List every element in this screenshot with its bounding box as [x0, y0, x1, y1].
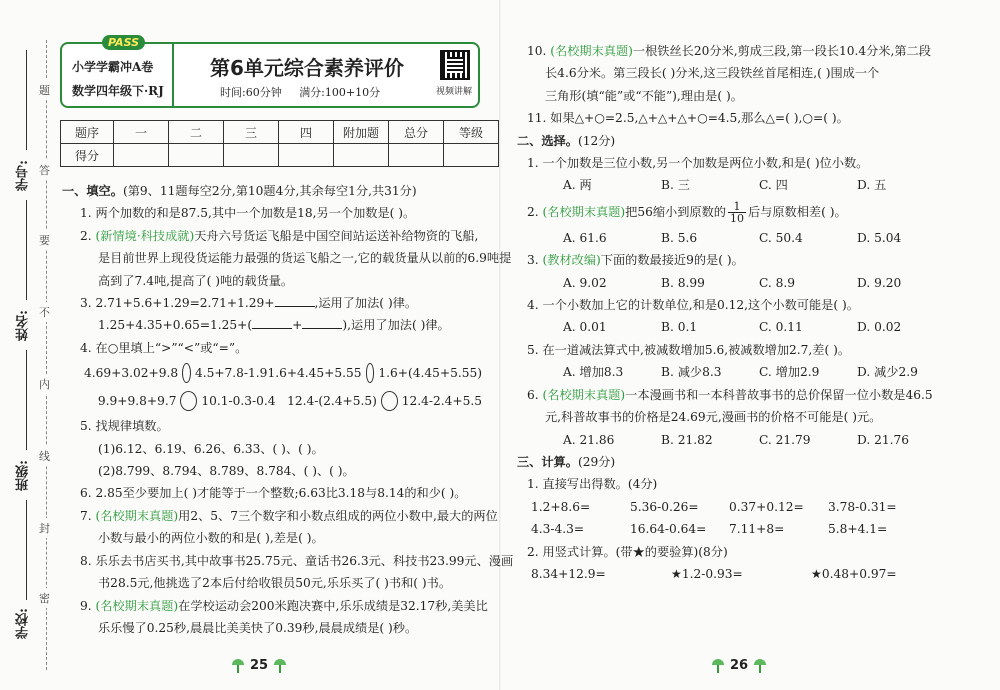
page-number-right: 26 — [712, 658, 766, 673]
table-header: 附加题 — [334, 121, 389, 144]
exam-meta — [220, 84, 380, 100]
number-label: 学号: — [16, 160, 31, 191]
class-label: 班级: — [16, 460, 31, 491]
option[interactable]: B. 21.82 — [661, 432, 713, 447]
table-row — [61, 144, 499, 167]
choice-options — [527, 174, 957, 196]
table-row — [61, 121, 499, 144]
question-5-2: (2)8.799、8.794、8.789、8.784、( )、( )。 — [98, 464, 355, 479]
sprout-icon — [754, 659, 766, 673]
table-header: 等级 — [444, 121, 499, 144]
option[interactable]: A. 增加8.3 — [563, 365, 624, 380]
question-8: 8. 乐乐去书店买书,其中故事书25.75元、童话书26.3元、科技书23.99元、漫画 — [80, 553, 514, 568]
fraction: $\frac{1}{10}$ — [729, 199, 744, 225]
sprout-icon — [274, 659, 286, 673]
question-7-cont: 小数与最小的两位小数的和是( ),差是( )。 — [98, 531, 324, 546]
score-table — [60, 120, 499, 167]
section-heading: 二、选择。(12分) — [517, 133, 616, 148]
question-4: 4. 在○里填上“>”“<”或“=”。 — [80, 340, 248, 355]
cut-char: 内 — [39, 374, 50, 394]
question-tag: (名校期末真题) — [542, 204, 626, 219]
calc-row: 8.34+12.9= ★1.2-0.93= ★0.48+0.97= — [531, 566, 897, 581]
question-tag: (名校期末真题) — [95, 598, 179, 613]
question-2: 2. (新情境·科技成就)天舟六号货运飞船是中国空间站运送补给物资的飞船, — [80, 228, 479, 243]
score-cell[interactable] — [444, 144, 499, 167]
cut-char: 不 — [39, 302, 50, 322]
cut-char: 线 — [39, 446, 50, 466]
option[interactable]: D. 五 — [857, 178, 887, 193]
choice-4: 4. 一个小数加上它的计数单位,和是0.12,这个小数可能是( )。 — [527, 298, 859, 313]
calc-2: 2. 用竖式计算。(带★的要验算)(8分) — [527, 544, 728, 559]
table-header: 三 — [224, 121, 279, 144]
choice-3: 3. (教材改编)下面的数最接近9的是( )。 — [527, 253, 744, 268]
answer-blank[interactable] — [252, 314, 292, 329]
question-9: 9. (名校期末真题)在学校运动会200米跑决赛中,乐乐成绩是32.17秒,美美比 — [80, 598, 488, 613]
name-field[interactable] — [26, 200, 27, 300]
option[interactable]: C. 0.11 — [759, 320, 803, 335]
choice-5: 5. 在一道减法算式中,被减数增加5.6,被减数增加2.7,差( )。 — [527, 342, 851, 357]
score-cell[interactable] — [334, 144, 389, 167]
cut-char: 要 — [39, 230, 50, 250]
qr-caption: 视频讲解 — [436, 87, 473, 97]
school-field[interactable] — [26, 500, 27, 600]
question-3: 3. 2.71+5.6+1.29=2.71+1.29+ ,运用了加法( )律。 — [62, 292, 482, 314]
full-score: 满分:100+10分 — [299, 86, 381, 99]
choice-options — [527, 316, 957, 338]
calc-row: 1.2+8.6= 5.36-0.26= 0.37+0.12= 3.78-0.31= — [531, 499, 897, 514]
score-cell[interactable] — [389, 144, 444, 167]
option[interactable]: D. 9.20 — [857, 275, 902, 290]
answer-blank[interactable] — [275, 292, 315, 307]
cut-char: 答 — [39, 160, 50, 180]
table-header: 一 — [114, 121, 169, 144]
option[interactable]: A. 21.86 — [563, 432, 615, 447]
option[interactable]: D. 减少2.9 — [857, 365, 918, 380]
table-header: 四 — [279, 121, 334, 144]
option[interactable]: C. 增加2.9 — [759, 365, 820, 380]
name-label: 姓名: — [16, 310, 31, 341]
option[interactable]: B. 减少8.3 — [661, 365, 722, 380]
cut-char: 密 — [39, 588, 50, 608]
option[interactable]: C. 8.9 — [759, 275, 796, 290]
question-5: 5. 找规律填数。 — [80, 419, 169, 434]
calc-1: 1. 直接写出得数。(4分) — [527, 477, 658, 492]
section-heading: 三、计算。(29分) — [517, 454, 616, 469]
table-row-label: 得分 — [61, 144, 114, 167]
question-9-cont: 乐乐慢了0.25秒,晨晨比美美快了0.39秒,晨晨成绩是( )秒。 — [98, 620, 418, 635]
compare-circle[interactable] — [381, 391, 398, 411]
question-tag: (教材改编) — [542, 253, 601, 268]
question-tag: (新情境·科技成就) — [95, 228, 195, 243]
option[interactable]: C. 21.79 — [759, 432, 811, 447]
option[interactable]: A. 61.6 — [563, 230, 607, 245]
number-field[interactable] — [26, 50, 27, 150]
option[interactable]: A. 0.01 — [563, 320, 607, 335]
cut-char: 封 — [39, 518, 50, 538]
compare-circle[interactable] — [366, 363, 375, 383]
header-brand — [62, 36, 174, 106]
compare-row: 9.9+9.8+9.7 10.1-0.3-0.4 12.4-(2.4+5.5) 12.4-2.4+5.5 — [62, 387, 482, 415]
question-1: 1. 两个加数的和是87.5,其中一个加数是18,另一个加数是( )。 — [80, 206, 416, 221]
question-11: 11. 如果△+○=2.5,△+△+△+○=4.5,那么△=( ),○=( )。 — [527, 111, 849, 126]
option[interactable]: C. 四 — [759, 178, 788, 193]
question-5-1: (1)6.12、6.19、6.26、6.33、( )、( )。 — [98, 441, 324, 456]
calc-row: 4.3-4.3= 16.64-0.64= 7.11+8= 5.8+4.1= — [531, 522, 888, 537]
pass-logo: PASS — [102, 35, 145, 50]
series-name: 小学学霸冲A卷 — [72, 60, 154, 74]
exam-header — [60, 36, 480, 108]
school-label: 学校: — [16, 608, 31, 639]
question-tag: (名校期末真题) — [95, 508, 179, 523]
compare-circle[interactable] — [182, 363, 191, 383]
question-2-cont: 是目前世界上现役货运能力最强的货运飞船之一,它的载货量从以前的6.9吨提 — [98, 251, 512, 266]
table-header: 总分 — [389, 121, 444, 144]
question-7: 7. (名校期末真题)用2、5、7三个数字和小数点组成的两位小数中,最大的两位 — [80, 508, 498, 523]
question-3-cont: 1.25+4.35+0.65=1.25+( + ),运用了加法( )律。 — [62, 314, 482, 336]
option[interactable]: B. 8.99 — [661, 275, 705, 290]
sprout-icon — [712, 659, 724, 673]
sprout-icon — [232, 659, 244, 673]
option[interactable]: B. 0.1 — [661, 320, 698, 335]
option[interactable]: C. 50.4 — [759, 230, 803, 245]
page-number-left: 25 — [232, 658, 286, 673]
question-10-cont: 三角形(填“能”或“不能”),理由是( )。 — [545, 88, 743, 103]
option[interactable]: A. 9.02 — [563, 275, 607, 290]
answer-blank[interactable] — [302, 314, 342, 329]
choice-6-cont: 元,科普故事书的价格是24.69元,漫画书的价格不可能是( )元。 — [545, 410, 882, 425]
score-cell[interactable] — [114, 144, 169, 167]
choice-1: 1. 一个加数是三位小数,另一个加数是两位小数,和是( )位小数。 — [527, 156, 869, 171]
table-header: 二 — [169, 121, 224, 144]
choice-options — [527, 429, 957, 451]
option[interactable]: D. 21.76 — [857, 432, 909, 447]
left-column — [62, 180, 514, 639]
question-tag: (名校期末真题) — [550, 44, 633, 58]
grade-label: 数学四年级下·RJ — [72, 84, 164, 98]
option[interactable]: B. 5.6 — [661, 230, 698, 245]
choice-2: 2. (名校期末真题)把56缩小到原数的 $\frac{1}{10}$ 后与原数相差( )。 — [527, 199, 847, 225]
choice-6: 6. (名校期末真题)一本漫画书和一本科普故事书的总价保留一位小数是46.5 — [527, 387, 933, 402]
section-heading: 一、填空。(第9、11题每空2分,第10题4分,其余每空1分,共31分) — [62, 184, 417, 198]
qr-code-icon[interactable] — [440, 50, 470, 80]
question-10-cont: 长4.6分米。第三段长( )分米,这三段铁丝首尾相连,( )围成一个 — [545, 66, 880, 81]
compare-circle[interactable] — [180, 391, 197, 411]
option[interactable]: A. 两 — [563, 178, 592, 193]
page-title: 第6单元综合素养评价 — [210, 56, 404, 80]
page-fold — [499, 0, 501, 690]
option[interactable]: D. 5.04 — [857, 230, 902, 245]
right-column — [517, 40, 957, 585]
time-limit: 时间:60分钟 — [220, 86, 282, 99]
compare-row: 4.69+3.02+9.8 4.5+7.8-1.9 1.6+4.45+5.55 1.6+(4.45+5.55) — [62, 359, 482, 387]
table-header: 题序 — [61, 121, 114, 144]
choice-options — [527, 272, 957, 294]
choice-options — [527, 227, 957, 249]
score-cell[interactable] — [224, 144, 279, 167]
option[interactable]: D. 0.02 — [857, 320, 902, 335]
binding-strip — [8, 40, 58, 670]
class-field[interactable] — [26, 350, 27, 450]
cut-char: 题 — [39, 80, 50, 100]
question-8-cont: 书28.5元,他挑选了2本后付给收银员50元,乐乐买了( )书和( )书。 — [98, 576, 452, 591]
question-2-cont: 高到了7.4吨,提高了( )吨的载货量。 — [98, 273, 294, 288]
choice-options — [527, 361, 957, 383]
cut-line — [46, 40, 47, 670]
option[interactable]: B. 三 — [661, 178, 690, 193]
score-cell[interactable] — [169, 144, 224, 167]
question-10: 10. (名校期末真题)一根铁丝长20分米,剪成三段,第一段长10.4分米,第二段 — [527, 44, 931, 58]
score-cell[interactable] — [279, 144, 334, 167]
question-tag: (名校期末真题) — [542, 387, 626, 402]
question-6: 6. 2.85至少要加上( )才能等于一个整数;6.63比3.18与8.14的和少( )。 — [80, 486, 467, 501]
